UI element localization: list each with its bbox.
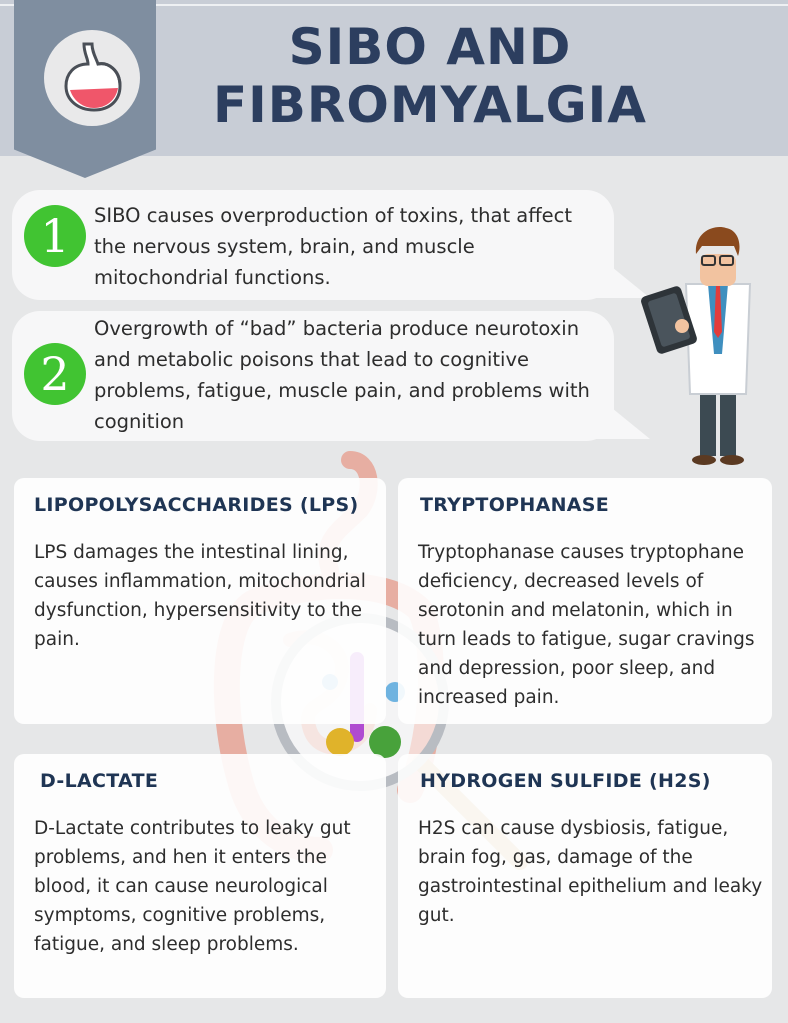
- number-badge-2: 2: [24, 343, 86, 405]
- stomach-icon: [44, 30, 140, 126]
- number-badge-1: 1: [24, 205, 86, 267]
- lps-card-text: LPS damages the intestinal lining, causes inflammation, mitochondrial dysfunction, hypersensitivity to the pain.: [34, 542, 366, 650]
- tryptophanase-card-text: Tryptophanase causes tryptophane deficiency, decreased levels of serotonin and melatonin, which in turn leads to fatigue, sugar cravings and depression, poor sleep, and increased pain.: [418, 542, 755, 708]
- point-text-1: SIBO causes overproduction of toxins, that affect the nervous system, brain, and muscle mitochondrial functions.: [94, 204, 573, 289]
- doctor-illustration: [630, 214, 756, 466]
- point-text-2: Overgrowth of “bad” bacteria produce neurotoxin and metabolic poisons that lead to cognitive problems, fatigue, muscle pain, and problems with cognition: [94, 317, 590, 433]
- tryptophanase-card-title: TRYPTOPHANASE: [420, 494, 610, 516]
- h2s-card-title: HYDROGEN SULFIDE (H2S): [420, 770, 711, 792]
- h2s-card-text: H2S can cause dysbiosis, fatigue, brain fog, gas, damage of the gastrointestinal epithelium and leaky gut.: [418, 818, 763, 926]
- lps-card-title: LIPOPOLYSACCHARIDES (LPS): [34, 494, 359, 516]
- ribbon-badge: [14, 0, 156, 178]
- d-lactate-card-title: D-LACTATE: [40, 770, 159, 792]
- page-title: [180, 18, 680, 134]
- d-lactate-card-text: D-Lactate contributes to leaky gut problems, and hen it enters the blood, it can cause neurological symptoms, cognitive problems, fatigue, and sleep problems.: [34, 818, 351, 955]
- title-line-2: FIBROMYALGIA: [213, 76, 647, 134]
- title-line-1: SIBO AND: [288, 18, 572, 76]
